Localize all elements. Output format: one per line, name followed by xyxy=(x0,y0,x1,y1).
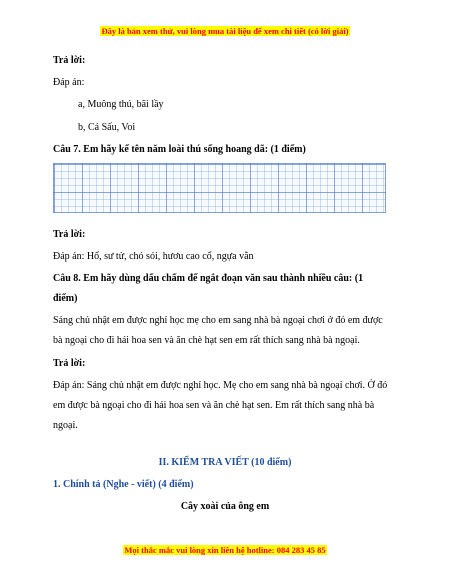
question-8-answer-line-1: Đáp án: Sáng chủ nhật em được nghỉ học. Mẹ cho em sang nhà bà ngoại chơi. Ở đó xyxy=(53,380,388,391)
question-8-line-1: Câu 8. Em hãy dùng dấu chấm để ngắt đoạn văn sau thành nhiều câu: (1 xyxy=(53,273,364,284)
section-title: II. KIỂM TRA VIẾT (10 điểm) xyxy=(158,457,292,468)
answer-option-b: b, Cá Sấu, Voi xyxy=(78,122,136,133)
answer-label: Trả lời: xyxy=(53,55,86,66)
question-8-answer-line-3: ngoại. xyxy=(53,420,78,431)
handwriting-grid xyxy=(53,163,386,213)
answer-label: Trả lời: xyxy=(53,229,86,240)
question-8-line-2: điểm) xyxy=(53,293,78,304)
hotline-text: Mọi thắc mắc vui lòng xin liên hệ hotline: 084 283 45 85 xyxy=(124,545,326,555)
hotline-banner xyxy=(0,545,450,555)
question-8-answer-line-2: em được bà ngoại cho đi hái hoa sen và ăn chè hạt sen. Em rất thích sang nhà bà xyxy=(53,400,375,411)
answer-prefix: Đáp án: xyxy=(53,77,85,88)
answer-label: Trả lời: xyxy=(53,358,86,369)
passage-line-2: bà ngoại cho đi hái hoa sen và ăn chè hạt sen em rất thích sang nhà bà ngoại. xyxy=(53,335,360,346)
subsection-title: 1. Chính tả (Nghe - viết) (4 điểm) xyxy=(53,479,194,490)
question-7: Câu 7. Em hãy kể tên năm loài thú sống hoang dã: (1 điểm) xyxy=(53,144,306,155)
dictation-title: Cây xoài của ông em xyxy=(180,501,270,512)
preview-notice-banner xyxy=(0,26,450,36)
answer-option-a: a, Muông thú, bãi lầy xyxy=(78,99,164,110)
passage-line-1: Sáng chủ nhật em được nghỉ học mẹ cho em sang nhà bà ngoại chơi ở đó em được xyxy=(53,315,383,326)
preview-notice-text: Đây là bản xem thử, vui lòng mua tài liệu để xem chi tiết (có lời giải) xyxy=(101,26,349,36)
question-7-answer: Đáp án: Hổ, sư tử, chó sói, hươu cao cổ, ngựa vằn xyxy=(53,251,254,262)
